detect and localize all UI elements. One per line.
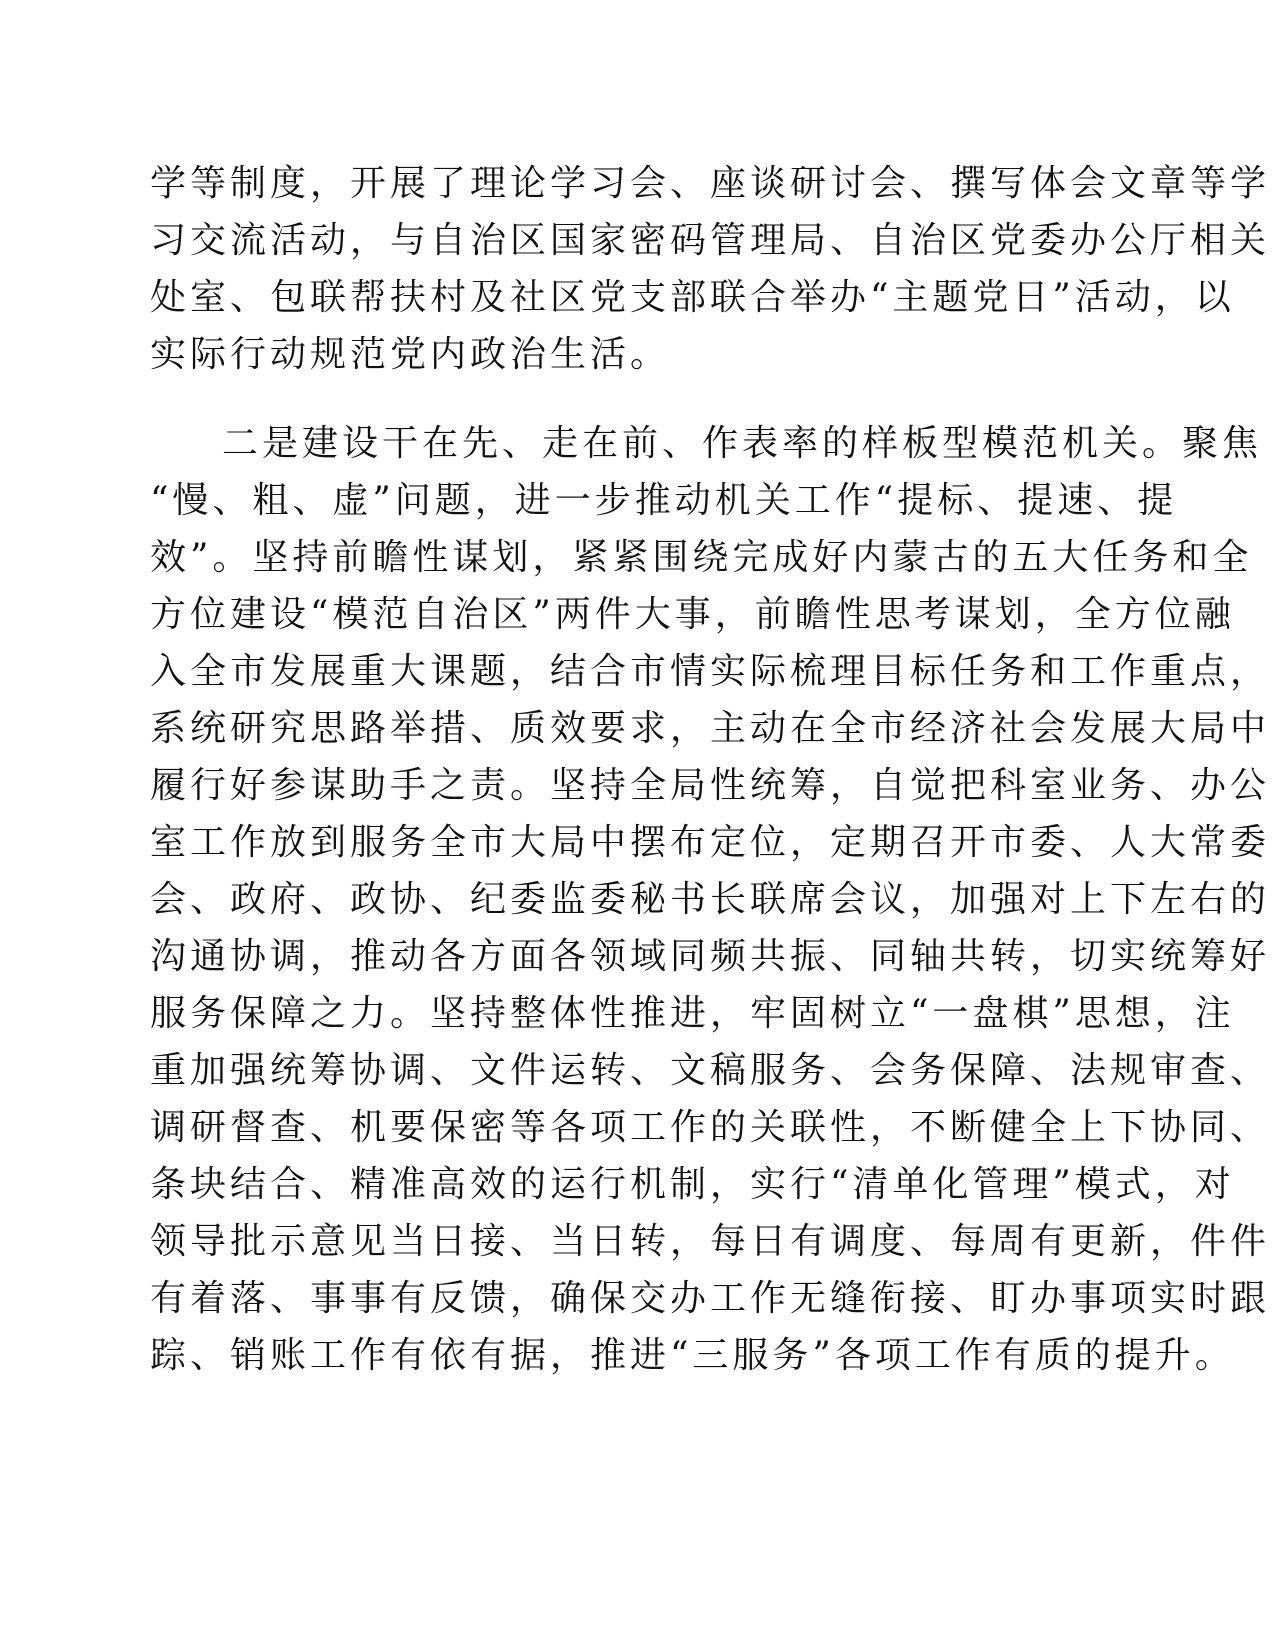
text-line: 方位建设“模范自治区”两件大事，前瞻性思考谋划，全方位融 xyxy=(150,594,1235,635)
text-line: 实际行动规范党内政治生活。 xyxy=(150,334,671,375)
text-line: 室工作放到服务全市大局中摆布定位，定期召开市委、人大常委 xyxy=(150,822,1271,863)
text-line: 习交流活动，与自治区国家密码管理局、自治区党委办公厅相关 xyxy=(150,220,1271,261)
text-line: 处室、包联帮扶村及社区党支部联合举办“主题党日”活动，以 xyxy=(150,277,1235,318)
text-line: “慢、粗、虚”问题，进一步推动机关工作“提标、提速、提 xyxy=(150,480,1178,521)
paragraph-1 xyxy=(150,155,1271,383)
text-line: 入全市发展重大课题，结合市情实际梳理目标任务和工作重点， xyxy=(150,651,1271,692)
text-line: 学等制度，开展了理论学习会、座谈研讨会、撰写体会文章等学 xyxy=(150,163,1271,204)
text-line: 条块结合、精准高效的运行机制，实行“清单化管理”模式，对 xyxy=(150,1164,1235,1205)
text-line: 重加强统筹协调、文件运转、文稿服务、会务保障、法规审查、 xyxy=(150,1050,1271,1091)
text-line: 踪、销账工作有依有据，推进“三服务”各项工作有质的提升。 xyxy=(150,1335,1235,1376)
text-line: 领导批示意见当日接、当日转，每日有调度、每周有更新，件件 xyxy=(150,1221,1271,1262)
paragraph-2 xyxy=(150,415,1271,1384)
text-line: 会、政府、政协、纪委监委秘书长联席会议，加强对上下左右的 xyxy=(150,879,1271,920)
text-line: 沟通协调，推动各方面各领域同频共振、同轴共转，切实统筹好 xyxy=(150,936,1271,977)
text-line: 有着落、事事有反馈，确保交办工作无缝衔接、盯办事项实时跟 xyxy=(150,1278,1271,1319)
text-line: 服务保障之力。坚持整体性推进，牢固树立“一盘棋”思想，注 xyxy=(150,993,1235,1034)
text-line: 效”。坚持前瞻性谋划，紧紧围绕完成好内蒙古的五大任务和全 xyxy=(150,537,1253,578)
text-line: 系统研究思路举措、质效要求，主动在全市经济社会发展大局中 xyxy=(150,708,1271,749)
text-line: 调研督查、机要保密等各项工作的关联性，不断健全上下协同、 xyxy=(150,1107,1271,1148)
text-line: 二是建设干在先、走在前、作表率的样板型模范机关。聚焦 xyxy=(222,423,1263,464)
text-line: 履行好参谋助手之责。坚持全局性统筹，自觉把科室业务、办公 xyxy=(150,765,1271,806)
